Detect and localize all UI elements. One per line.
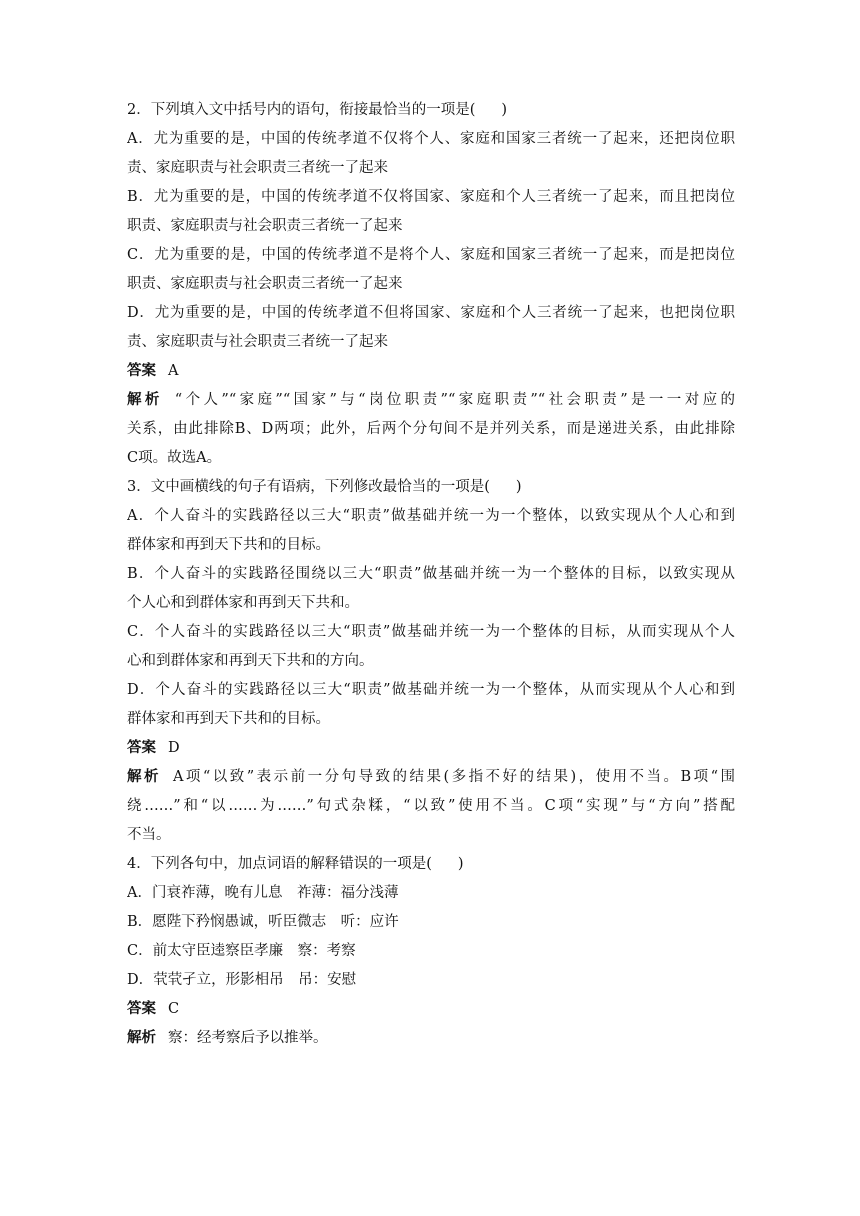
dotted-term: 听 — [268, 908, 283, 937]
q3-option-c-line2: 心和到群体家和再到天下共和的方向。 — [127, 653, 374, 669]
q4-option-a: A．门衰祚薄，晚有儿息 祚薄：福分浅薄 — [127, 879, 735, 908]
q2-option-c-line2: 职责、家庭职责与社会职责三者统一了起来 — [127, 276, 403, 292]
q3-explanation-line1: 解析 A项“以致”表示前一分句导致的结果(多指不好的结果)，使用不当。B项“围 — [127, 769, 735, 785]
answer-value: C — [168, 1001, 180, 1017]
q3-option-b-line2: 个人心和到群体家和再到天下共和。 — [127, 595, 359, 611]
explanation-label: 解析 — [127, 392, 163, 408]
q4-option-c: C．前太守臣逵察臣孝廉 察：考察 — [127, 937, 735, 966]
q3-option-a-line1: A．个人奋斗的实践路径以三大“职责”做基础并统一为一个整体，以致实现从个人心和到 — [127, 508, 735, 524]
q4-option-d: D．茕茕孑立，形影相吊 吊：安慰 — [127, 966, 735, 995]
q3-option-c-line1: C．个人奋斗的实践路径以三大“职责”做基础并统一为一个整体的目标，从而实现从个人 — [127, 624, 735, 640]
q3-stem: 3．文中画横线的句子有语病，下列修改最恰当的一项是( ) — [127, 479, 522, 495]
q2-option-b-line2: 职责、家庭职责与社会职责三者统一了起来 — [127, 218, 403, 234]
q2-stem: 2．下列填入文中括号内的语句，衔接最恰当的一项是( ) — [127, 102, 508, 118]
dotted-term: 祚薄 — [181, 879, 210, 908]
q3-option-a-line2: 群体家和再到天下共和的目标。 — [127, 537, 330, 553]
document-page — [127, 96, 735, 1053]
answer-value: D — [168, 740, 180, 756]
q4-option-b: B．愿陛下矜悯愚诚，听臣微志 听：应许 — [127, 908, 735, 937]
q3-answer — [127, 734, 735, 763]
q2-answer — [127, 357, 735, 386]
dotted-term: 吊 — [269, 966, 284, 995]
q2-explanation-line3: C项。故选A。 — [127, 450, 222, 466]
q3-option-d-line2: 群体家和再到天下共和的目标。 — [127, 711, 330, 727]
answer-value: A — [168, 363, 179, 379]
explanation-label: 解析 — [127, 769, 161, 785]
q3-option-d-line1: D．个人奋斗的实践路径以三大“职责”做基础并统一为一个整体，从而实现从个人心和到 — [127, 682, 735, 698]
q2-option-a-line2: 责、家庭职责与社会职责三者统一了起来 — [127, 160, 388, 176]
q2-option-a-line1: A．尤为重要的是，中国的传统孝道不仅将个人、家庭和国家三者统一了起来，还把岗位职 — [127, 131, 735, 147]
q3-explanation-line2: 绕……”和“以……为……”句式杂糅，“以致”使用不当。C项“实现”与“方向”搭配 — [127, 798, 735, 814]
dotted-term: 察 — [225, 937, 240, 966]
q4-stem: 4．下列各句中，加点词语的解释错误的一项是( ) — [127, 856, 464, 872]
q2-option-d-line1: D．尤为重要的是，中国的传统孝道不但将国家、家庭和个人三者统一了起来，也把岗位职 — [127, 305, 735, 321]
answer-label: 答案 — [127, 740, 156, 756]
q4-answer — [127, 995, 735, 1024]
q2-explanation-line1: 解析 “个人”“家庭”“国家”与“岗位职责”“家庭职责”“社会职责”是一一对应的 — [127, 392, 735, 408]
q3-option-b-line1: B．个人奋斗的实践路径围绕以三大“职责”做基础并统一为一个整体的目标，以致实现从 — [127, 566, 735, 582]
q2-option-d-line2: 责、家庭职责与社会职责三者统一了起来 — [127, 334, 388, 350]
answer-label: 答案 — [127, 1001, 156, 1017]
explanation-label: 解析 — [127, 1030, 156, 1046]
q2-option-c-line1: C．尤为重要的是，中国的传统孝道不是将个人、家庭和国家三者统一了起来，而是把岗位 — [127, 247, 735, 263]
q4-explanation: 解析 察：经考察后予以推举。 — [127, 1030, 328, 1046]
q2-option-b-line1: B．尤为重要的是，中国的传统孝道不仅将国家、家庭和个人三者统一了起来，而且把岗位 — [127, 189, 735, 205]
q3-explanation-line3: 不当。 — [127, 827, 171, 843]
q2-explanation-line2: 关系，由此排除B、D两项；此外，后两个分句间不是并列关系，而是递进关系，由此排除 — [127, 421, 735, 437]
answer-label: 答案 — [127, 363, 156, 379]
